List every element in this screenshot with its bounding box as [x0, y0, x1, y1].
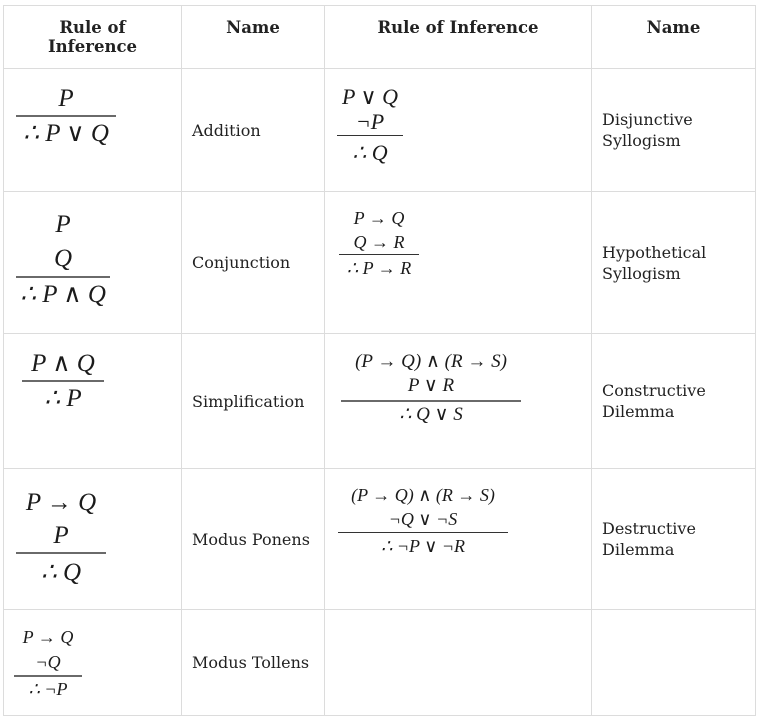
rule-cell-constructive-dilemma	[325, 334, 592, 469]
conclusion: ∴ Q	[40, 559, 82, 586]
inference-bar	[337, 135, 403, 136]
premise: ¬Q	[35, 652, 61, 672]
rule-name-addition: Addition	[182, 69, 325, 192]
conclusion: ∴ P ∨ Q	[23, 120, 109, 147]
rule-name-destructive-dilemma: Destructive Dilemma	[592, 469, 756, 610]
premise: P ∨ R	[407, 375, 455, 396]
rule-cell-conjunction	[4, 192, 182, 334]
header-rule-1: Rule of Inference	[4, 6, 182, 69]
rule-cell-disjunctive-syllogism	[325, 69, 592, 192]
rule-cell-hypothetical-syllogism	[325, 192, 592, 334]
premise: P	[58, 85, 74, 112]
inference-bar	[16, 552, 106, 554]
premise: P → Q	[353, 208, 405, 228]
conclusion: ∴ Q ∨ S	[399, 404, 463, 425]
rule-name-conjunction: Conjunction	[182, 192, 325, 334]
premise: P → Q	[25, 489, 97, 516]
rule-name-modus-ponens: Modus Ponens	[182, 469, 325, 610]
rule-cell-modus-tollens	[4, 610, 182, 716]
premise: Q → R	[353, 232, 405, 252]
rule-cell-simplification	[4, 334, 182, 469]
header-name-2: Name	[592, 6, 756, 69]
premise: (P → Q) ∧ (R → S)	[355, 351, 507, 372]
rule-name-disjunctive-syllogism: Disjunctive Syllogism	[592, 69, 756, 192]
premise: (P → Q) ∧ (R → S)	[351, 485, 495, 505]
rule-name-constructive-dilemma: Constructive Dilemma	[592, 334, 756, 469]
conclusion: ∴ ¬P	[28, 679, 68, 699]
rule-cell-modus-ponens	[4, 469, 182, 610]
premise: P	[53, 522, 69, 549]
rule-name-hypothetical-syllogism: Hypothetical Syllogism	[592, 192, 756, 334]
premise: ¬Q ∨ ¬S	[388, 509, 458, 529]
premise: Q	[53, 245, 73, 272]
empty-name-cell	[592, 610, 756, 716]
inference-bar	[341, 400, 521, 402]
inference-bar	[338, 532, 508, 533]
inference-bar	[16, 115, 116, 117]
table-row	[4, 469, 756, 610]
table-row	[4, 610, 756, 716]
premise: ¬P	[355, 109, 385, 134]
rule-name-modus-tollens: Modus Tollens	[182, 610, 325, 716]
conclusion: ∴ P	[44, 385, 82, 412]
conclusion: ∴ Q	[352, 140, 388, 165]
inference-bar	[22, 380, 104, 382]
conclusion: ∴ ¬P ∨ ¬R	[380, 536, 466, 556]
inference-bar	[339, 254, 419, 255]
conclusion: ∴ P → R	[346, 258, 412, 278]
rule-name-simplification: Simplification	[182, 334, 325, 469]
premise: P	[55, 211, 71, 238]
header-row	[4, 6, 756, 69]
conclusion: ∴ P ∧ Q	[20, 281, 106, 308]
header-name-1: Name	[182, 6, 325, 69]
rule-cell-destructive-dilemma	[325, 469, 592, 610]
header-rule-2: Rule of Inference	[325, 6, 592, 69]
empty-rule-cell	[325, 610, 592, 716]
rule-cell-addition	[4, 69, 182, 192]
premise: P → Q	[22, 627, 74, 647]
premise: P ∨ Q	[341, 84, 399, 109]
rules-of-inference-table	[3, 5, 756, 716]
table-row	[4, 69, 756, 192]
table-row	[4, 192, 756, 334]
table-row	[4, 334, 756, 469]
premise: P ∧ Q	[31, 350, 95, 377]
